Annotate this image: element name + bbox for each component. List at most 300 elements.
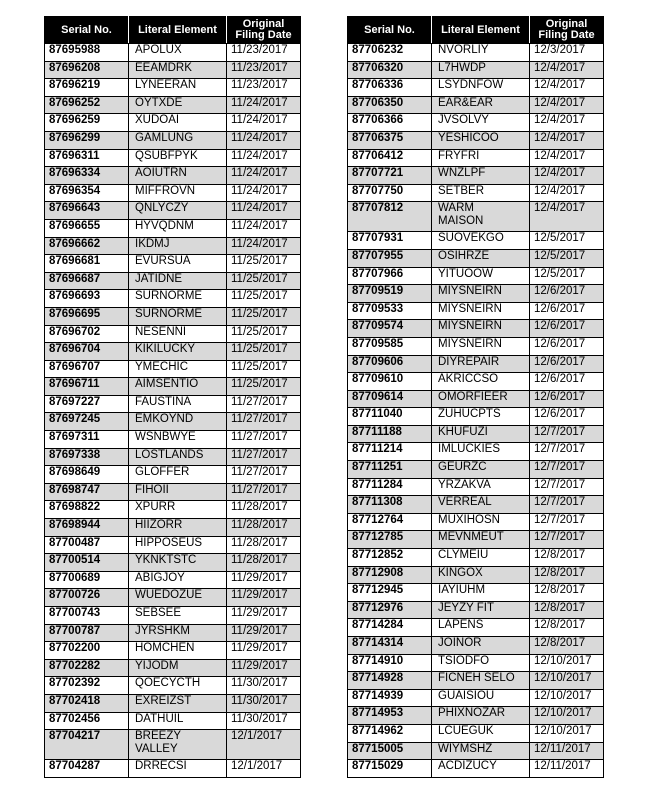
serial-number-cell: 87698649 bbox=[45, 466, 129, 484]
literal-element-cell: GAMLUNG bbox=[129, 131, 227, 149]
filing-date-cell: 11/29/2017 bbox=[227, 607, 301, 625]
table-header-row bbox=[45, 17, 301, 44]
literal-element-cell: BREEZY VALLEY bbox=[129, 730, 227, 760]
filing-date-cell: 12/8/2017 bbox=[530, 619, 604, 637]
serial-number-cell: 87706350 bbox=[348, 96, 432, 114]
serial-number-cell: 87714953 bbox=[348, 707, 432, 725]
literal-element-cell: FIHOII bbox=[129, 483, 227, 501]
serial-number-cell: 87709519 bbox=[348, 285, 432, 303]
serial-number-cell: 87698944 bbox=[45, 519, 129, 537]
filing-date-cell: 11/25/2017 bbox=[227, 325, 301, 343]
literal-element-cell: SEBSEE bbox=[129, 607, 227, 625]
filing-date-cell: 11/29/2017 bbox=[227, 571, 301, 589]
filing-date-cell: 11/29/2017 bbox=[227, 589, 301, 607]
filing-date-cell: 12/5/2017 bbox=[530, 249, 604, 267]
serial-number-cell: 87711308 bbox=[348, 496, 432, 514]
literal-element-cell: YKNKTSTC bbox=[129, 554, 227, 572]
serial-number-cell: 87696311 bbox=[45, 149, 129, 167]
serial-number-cell: 87696252 bbox=[45, 96, 129, 114]
header-filing-date: Original Filing Date bbox=[227, 17, 301, 44]
header-serial: Serial No. bbox=[45, 17, 129, 44]
filing-date-cell: 12/5/2017 bbox=[530, 232, 604, 250]
table-row bbox=[45, 237, 301, 255]
table-row bbox=[348, 302, 604, 320]
filing-date-cell: 12/6/2017 bbox=[530, 408, 604, 426]
table-row bbox=[45, 167, 301, 185]
literal-element-cell: MUXIHOSN bbox=[432, 513, 530, 531]
literal-element-cell: IAYIUHM bbox=[432, 584, 530, 602]
serial-number-cell: 87697245 bbox=[45, 413, 129, 431]
literal-element-cell: TSIODFO bbox=[432, 654, 530, 672]
filing-date-cell: 11/25/2017 bbox=[227, 307, 301, 325]
table-row bbox=[45, 624, 301, 642]
literal-element-cell: KINGOX bbox=[432, 566, 530, 584]
literal-element-cell: LYNEERAN bbox=[129, 79, 227, 97]
literal-element-cell: MIYSNEIRN bbox=[432, 320, 530, 338]
table-row bbox=[348, 531, 604, 549]
literal-element-cell: GEURZC bbox=[432, 461, 530, 479]
table-row bbox=[45, 378, 301, 396]
serial-number-cell: 87706336 bbox=[348, 79, 432, 97]
literal-element-cell: L7HWDP bbox=[432, 61, 530, 79]
table-row bbox=[348, 167, 604, 185]
literal-element-cell: JATIDNE bbox=[129, 272, 227, 290]
serial-number-cell: 87709614 bbox=[348, 390, 432, 408]
table-row bbox=[348, 337, 604, 355]
filing-date-cell: 11/24/2017 bbox=[227, 167, 301, 185]
table-row bbox=[45, 730, 301, 760]
table-row bbox=[348, 672, 604, 690]
filing-date-cell: 12/7/2017 bbox=[530, 478, 604, 496]
filing-date-cell: 12/4/2017 bbox=[530, 149, 604, 167]
table-row bbox=[45, 642, 301, 660]
literal-element-cell: JVSOLVY bbox=[432, 114, 530, 132]
serial-number-cell: 87702200 bbox=[45, 642, 129, 660]
table-row bbox=[45, 694, 301, 712]
literal-element-cell: WUEDOZUE bbox=[129, 589, 227, 607]
serial-number-cell: 87707931 bbox=[348, 232, 432, 250]
serial-number-cell: 87711251 bbox=[348, 461, 432, 479]
filing-date-cell: 11/28/2017 bbox=[227, 554, 301, 572]
literal-element-cell: EAR&EAR bbox=[432, 96, 530, 114]
filing-date-cell: 12/11/2017 bbox=[530, 742, 604, 760]
literal-element-cell: EMKOYND bbox=[129, 413, 227, 431]
literal-element-cell: FICNEH SELO bbox=[432, 672, 530, 690]
table-row bbox=[348, 267, 604, 285]
table-row bbox=[348, 131, 604, 149]
filing-date-cell: 12/10/2017 bbox=[530, 689, 604, 707]
filing-date-cell: 11/29/2017 bbox=[227, 642, 301, 660]
table-row bbox=[45, 360, 301, 378]
filing-date-cell: 11/27/2017 bbox=[227, 431, 301, 449]
filing-date-cell: 12/4/2017 bbox=[530, 79, 604, 97]
literal-element-cell: NVORLIY bbox=[432, 44, 530, 62]
literal-element-cell: HIPPOSEUS bbox=[129, 536, 227, 554]
serial-number-cell: 87709610 bbox=[348, 373, 432, 391]
serial-number-cell: 87696687 bbox=[45, 272, 129, 290]
table-row bbox=[45, 589, 301, 607]
header-literal-element: Literal Element bbox=[432, 17, 530, 44]
filing-date-cell: 12/6/2017 bbox=[530, 320, 604, 338]
literal-element-cell: MIFFROVN bbox=[129, 184, 227, 202]
filing-date-cell: 12/10/2017 bbox=[530, 654, 604, 672]
table-row bbox=[348, 184, 604, 202]
table-row bbox=[45, 44, 301, 62]
filing-date-cell: 11/25/2017 bbox=[227, 255, 301, 273]
filing-date-cell: 12/8/2017 bbox=[530, 601, 604, 619]
serial-number-cell: 87696695 bbox=[45, 307, 129, 325]
table-row bbox=[45, 114, 301, 132]
table-row bbox=[348, 79, 604, 97]
serial-number-cell: 87696354 bbox=[45, 184, 129, 202]
filing-date-cell: 11/23/2017 bbox=[227, 61, 301, 79]
table-row bbox=[348, 249, 604, 267]
table-row bbox=[348, 513, 604, 531]
serial-number-cell: 87696259 bbox=[45, 114, 129, 132]
serial-number-cell: 87700743 bbox=[45, 607, 129, 625]
serial-number-cell: 87696681 bbox=[45, 255, 129, 273]
literal-element-cell: AKRICCSO bbox=[432, 373, 530, 391]
serial-number-cell: 87709606 bbox=[348, 355, 432, 373]
serial-number-cell: 87696208 bbox=[45, 61, 129, 79]
filing-date-cell: 12/8/2017 bbox=[530, 566, 604, 584]
table-row bbox=[45, 202, 301, 220]
literal-element-cell: EEAMDRK bbox=[129, 61, 227, 79]
literal-element-cell: QSUBFPYK bbox=[129, 149, 227, 167]
filing-date-cell: 11/24/2017 bbox=[227, 114, 301, 132]
serial-number-cell: 87707955 bbox=[348, 249, 432, 267]
filing-date-cell: 12/6/2017 bbox=[530, 373, 604, 391]
filing-date-cell: 12/1/2017 bbox=[227, 730, 301, 760]
table-row bbox=[45, 79, 301, 97]
table-row bbox=[348, 760, 604, 778]
serial-number-cell: 87709585 bbox=[348, 337, 432, 355]
serial-number-cell: 87700487 bbox=[45, 536, 129, 554]
serial-number-cell: 87695988 bbox=[45, 44, 129, 62]
table-row bbox=[348, 320, 604, 338]
literal-element-cell: ABIGJOY bbox=[129, 571, 227, 589]
table-row bbox=[348, 496, 604, 514]
serial-number-cell: 87707721 bbox=[348, 167, 432, 185]
filing-date-cell: 11/27/2017 bbox=[227, 448, 301, 466]
serial-number-cell: 87700689 bbox=[45, 571, 129, 589]
table-row bbox=[45, 571, 301, 589]
header-serial: Serial No. bbox=[348, 17, 432, 44]
table-row bbox=[348, 202, 604, 232]
table-row bbox=[348, 566, 604, 584]
filing-table-right bbox=[347, 16, 604, 778]
filing-date-cell: 12/4/2017 bbox=[530, 61, 604, 79]
filing-date-cell: 12/4/2017 bbox=[530, 167, 604, 185]
literal-element-cell: GUAISIOU bbox=[432, 689, 530, 707]
filing-date-cell: 12/7/2017 bbox=[530, 513, 604, 531]
table-row bbox=[348, 96, 604, 114]
literal-element-cell: WNZLPF bbox=[432, 167, 530, 185]
serial-number-cell: 87696299 bbox=[45, 131, 129, 149]
filing-date-cell: 11/30/2017 bbox=[227, 712, 301, 730]
literal-element-cell: LCUEGUK bbox=[432, 724, 530, 742]
literal-element-cell: MIYSNEIRN bbox=[432, 302, 530, 320]
literal-element-cell: IMLUCKIES bbox=[432, 443, 530, 461]
filing-date-cell: 11/27/2017 bbox=[227, 413, 301, 431]
table-row bbox=[348, 373, 604, 391]
filing-date-cell: 11/24/2017 bbox=[227, 149, 301, 167]
filing-date-cell: 11/30/2017 bbox=[227, 677, 301, 695]
literal-element-cell: LOSTLANDS bbox=[129, 448, 227, 466]
serial-number-cell: 87704217 bbox=[45, 730, 129, 760]
literal-element-cell: WARM MAISON bbox=[432, 202, 530, 232]
table-row bbox=[348, 61, 604, 79]
table-row bbox=[45, 395, 301, 413]
table-row bbox=[348, 232, 604, 250]
filing-date-cell: 11/24/2017 bbox=[227, 184, 301, 202]
table-row bbox=[45, 184, 301, 202]
serial-number-cell: 87696662 bbox=[45, 237, 129, 255]
literal-element-cell: FAUSTINA bbox=[129, 395, 227, 413]
serial-number-cell: 87702392 bbox=[45, 677, 129, 695]
serial-number-cell: 87709574 bbox=[348, 320, 432, 338]
table-row bbox=[348, 742, 604, 760]
serial-number-cell: 87696702 bbox=[45, 325, 129, 343]
table-row bbox=[45, 290, 301, 308]
serial-number-cell: 87702456 bbox=[45, 712, 129, 730]
filing-date-cell: 12/6/2017 bbox=[530, 285, 604, 303]
filing-date-cell: 12/1/2017 bbox=[227, 760, 301, 778]
literal-element-cell: JYRSHKM bbox=[129, 624, 227, 642]
filing-date-cell: 12/7/2017 bbox=[530, 496, 604, 514]
filing-date-cell: 11/24/2017 bbox=[227, 96, 301, 114]
filing-date-cell: 12/6/2017 bbox=[530, 337, 604, 355]
table-row bbox=[45, 431, 301, 449]
serial-number-cell: 87696219 bbox=[45, 79, 129, 97]
serial-number-cell: 87711214 bbox=[348, 443, 432, 461]
filing-date-cell: 12/7/2017 bbox=[530, 425, 604, 443]
serial-number-cell: 87696693 bbox=[45, 290, 129, 308]
literal-element-cell: YIJODM bbox=[129, 659, 227, 677]
filing-date-cell: 12/4/2017 bbox=[530, 96, 604, 114]
header-literal-element: Literal Element bbox=[129, 17, 227, 44]
serial-number-cell: 87696643 bbox=[45, 202, 129, 220]
table-row bbox=[348, 689, 604, 707]
literal-element-cell: GLOFFER bbox=[129, 466, 227, 484]
table-row bbox=[348, 390, 604, 408]
filing-date-cell: 12/4/2017 bbox=[530, 184, 604, 202]
table-row bbox=[348, 149, 604, 167]
serial-number-cell: 87709533 bbox=[348, 302, 432, 320]
literal-element-cell: YRZAKVA bbox=[432, 478, 530, 496]
filing-date-cell: 11/29/2017 bbox=[227, 624, 301, 642]
serial-number-cell: 87712945 bbox=[348, 584, 432, 602]
serial-number-cell: 87696655 bbox=[45, 219, 129, 237]
serial-number-cell: 87704287 bbox=[45, 760, 129, 778]
serial-number-cell: 87698747 bbox=[45, 483, 129, 501]
literal-element-cell: HOMCHEN bbox=[129, 642, 227, 660]
serial-number-cell: 87700514 bbox=[45, 554, 129, 572]
literal-element-cell: OSIHRZE bbox=[432, 249, 530, 267]
table-row bbox=[45, 607, 301, 625]
serial-number-cell: 87712785 bbox=[348, 531, 432, 549]
serial-number-cell: 87706375 bbox=[348, 131, 432, 149]
filing-date-cell: 11/23/2017 bbox=[227, 44, 301, 62]
serial-number-cell: 87697338 bbox=[45, 448, 129, 466]
table-row bbox=[348, 285, 604, 303]
table-header-row bbox=[348, 17, 604, 44]
serial-number-cell: 87712976 bbox=[348, 601, 432, 619]
filing-date-cell: 11/24/2017 bbox=[227, 202, 301, 220]
table-row bbox=[45, 219, 301, 237]
literal-element-cell: MIYSNEIRN bbox=[432, 285, 530, 303]
serial-number-cell: 87706366 bbox=[348, 114, 432, 132]
table-body-right bbox=[348, 44, 604, 778]
literal-element-cell: AOIUTRN bbox=[129, 167, 227, 185]
filing-date-cell: 12/8/2017 bbox=[530, 584, 604, 602]
filing-date-cell: 12/6/2017 bbox=[530, 302, 604, 320]
serial-number-cell: 87714939 bbox=[348, 689, 432, 707]
filing-date-cell: 11/27/2017 bbox=[227, 395, 301, 413]
table-row bbox=[348, 637, 604, 655]
filing-date-cell: 12/7/2017 bbox=[530, 531, 604, 549]
serial-number-cell: 87706232 bbox=[348, 44, 432, 62]
filing-date-cell: 12/7/2017 bbox=[530, 443, 604, 461]
filing-date-cell: 11/27/2017 bbox=[227, 466, 301, 484]
literal-element-cell: DRRECSI bbox=[129, 760, 227, 778]
filing-date-cell: 11/27/2017 bbox=[227, 483, 301, 501]
literal-element-cell: WSNBWYE bbox=[129, 431, 227, 449]
filing-date-cell: 12/6/2017 bbox=[530, 390, 604, 408]
literal-element-cell: YESHICOO bbox=[432, 131, 530, 149]
serial-number-cell: 87700787 bbox=[45, 624, 129, 642]
table-row bbox=[348, 707, 604, 725]
literal-element-cell: FRYFRI bbox=[432, 149, 530, 167]
serial-number-cell: 87707750 bbox=[348, 184, 432, 202]
table-row bbox=[45, 519, 301, 537]
literal-element-cell: SURNORME bbox=[129, 290, 227, 308]
filing-date-cell: 12/11/2017 bbox=[530, 760, 604, 778]
literal-element-cell: EVURSUA bbox=[129, 255, 227, 273]
serial-number-cell: 87702418 bbox=[45, 694, 129, 712]
table-row bbox=[45, 131, 301, 149]
table-row bbox=[45, 760, 301, 778]
literal-element-cell: JEYZY FIT bbox=[432, 601, 530, 619]
serial-number-cell: 87706320 bbox=[348, 61, 432, 79]
filing-date-cell: 12/7/2017 bbox=[530, 461, 604, 479]
table-row bbox=[348, 654, 604, 672]
filing-date-cell: 11/30/2017 bbox=[227, 694, 301, 712]
serial-number-cell: 87698822 bbox=[45, 501, 129, 519]
literal-element-cell: JOINOR bbox=[432, 637, 530, 655]
serial-number-cell: 87712908 bbox=[348, 566, 432, 584]
literal-element-cell: AIMSENTIO bbox=[129, 378, 227, 396]
serial-number-cell: 87715005 bbox=[348, 742, 432, 760]
literal-element-cell: ZUHUCPTS bbox=[432, 408, 530, 426]
serial-number-cell: 87697311 bbox=[45, 431, 129, 449]
table-row bbox=[45, 413, 301, 431]
literal-element-cell: YITUOOW bbox=[432, 267, 530, 285]
literal-element-cell: LAPENS bbox=[432, 619, 530, 637]
table-row bbox=[45, 307, 301, 325]
filing-date-cell: 11/25/2017 bbox=[227, 378, 301, 396]
literal-element-cell: MIYSNEIRN bbox=[432, 337, 530, 355]
serial-number-cell: 87714962 bbox=[348, 724, 432, 742]
filing-date-cell: 12/10/2017 bbox=[530, 672, 604, 690]
table-row bbox=[348, 114, 604, 132]
literal-element-cell: SETBER bbox=[432, 184, 530, 202]
serial-number-cell: 87714314 bbox=[348, 637, 432, 655]
table-row bbox=[348, 425, 604, 443]
literal-element-cell: KIKILUCKY bbox=[129, 343, 227, 361]
serial-number-cell: 87696707 bbox=[45, 360, 129, 378]
filing-date-cell: 11/28/2017 bbox=[227, 519, 301, 537]
literal-element-cell: ACDIZUCY bbox=[432, 760, 530, 778]
literal-element-cell: QNLYCZY bbox=[129, 202, 227, 220]
table-row bbox=[348, 549, 604, 567]
filing-date-cell: 11/25/2017 bbox=[227, 343, 301, 361]
serial-number-cell: 87697227 bbox=[45, 395, 129, 413]
literal-element-cell: WIYMSHZ bbox=[432, 742, 530, 760]
literal-element-cell: YMECHIC bbox=[129, 360, 227, 378]
serial-number-cell: 87715029 bbox=[348, 760, 432, 778]
table-row bbox=[45, 536, 301, 554]
table-row bbox=[348, 408, 604, 426]
table-row bbox=[45, 677, 301, 695]
literal-element-cell: XUDOAI bbox=[129, 114, 227, 132]
table-row bbox=[45, 483, 301, 501]
filing-date-cell: 11/23/2017 bbox=[227, 79, 301, 97]
literal-element-cell: SUOVEKGO bbox=[432, 232, 530, 250]
serial-number-cell: 87711284 bbox=[348, 478, 432, 496]
serial-number-cell: 87714910 bbox=[348, 654, 432, 672]
literal-element-cell: SURNORME bbox=[129, 307, 227, 325]
table-row bbox=[348, 619, 604, 637]
literal-element-cell: OYTXDE bbox=[129, 96, 227, 114]
table-row bbox=[45, 554, 301, 572]
table-row bbox=[45, 712, 301, 730]
filing-date-cell: 11/25/2017 bbox=[227, 290, 301, 308]
serial-number-cell: 87711040 bbox=[348, 408, 432, 426]
serial-number-cell: 87696711 bbox=[45, 378, 129, 396]
serial-number-cell: 87706412 bbox=[348, 149, 432, 167]
filing-date-cell: 11/24/2017 bbox=[227, 131, 301, 149]
filing-date-cell: 12/10/2017 bbox=[530, 707, 604, 725]
literal-element-cell: APOLUX bbox=[129, 44, 227, 62]
table-row bbox=[348, 584, 604, 602]
literal-element-cell: CLYMEIU bbox=[432, 549, 530, 567]
table-row bbox=[348, 478, 604, 496]
filing-date-cell: 12/5/2017 bbox=[530, 267, 604, 285]
literal-element-cell: NESENNI bbox=[129, 325, 227, 343]
filing-date-cell: 11/25/2017 bbox=[227, 360, 301, 378]
table-row bbox=[348, 44, 604, 62]
table-row bbox=[348, 443, 604, 461]
serial-number-cell: 87707966 bbox=[348, 267, 432, 285]
literal-element-cell: IKDMJ bbox=[129, 237, 227, 255]
header-filing-date: Original Filing Date bbox=[530, 17, 604, 44]
filing-date-cell: 11/28/2017 bbox=[227, 501, 301, 519]
table-row bbox=[348, 355, 604, 373]
literal-element-cell: QOECYCTH bbox=[129, 677, 227, 695]
literal-element-cell: HYVQDNM bbox=[129, 219, 227, 237]
filing-date-cell: 11/24/2017 bbox=[227, 219, 301, 237]
table-row bbox=[45, 466, 301, 484]
table-row bbox=[45, 325, 301, 343]
literal-element-cell: VERREAL bbox=[432, 496, 530, 514]
table-row bbox=[45, 272, 301, 290]
table-row bbox=[45, 343, 301, 361]
table-body-left bbox=[45, 44, 301, 778]
serial-number-cell: 87711188 bbox=[348, 425, 432, 443]
literal-element-cell: EXREIZST bbox=[129, 694, 227, 712]
serial-number-cell: 87696334 bbox=[45, 167, 129, 185]
